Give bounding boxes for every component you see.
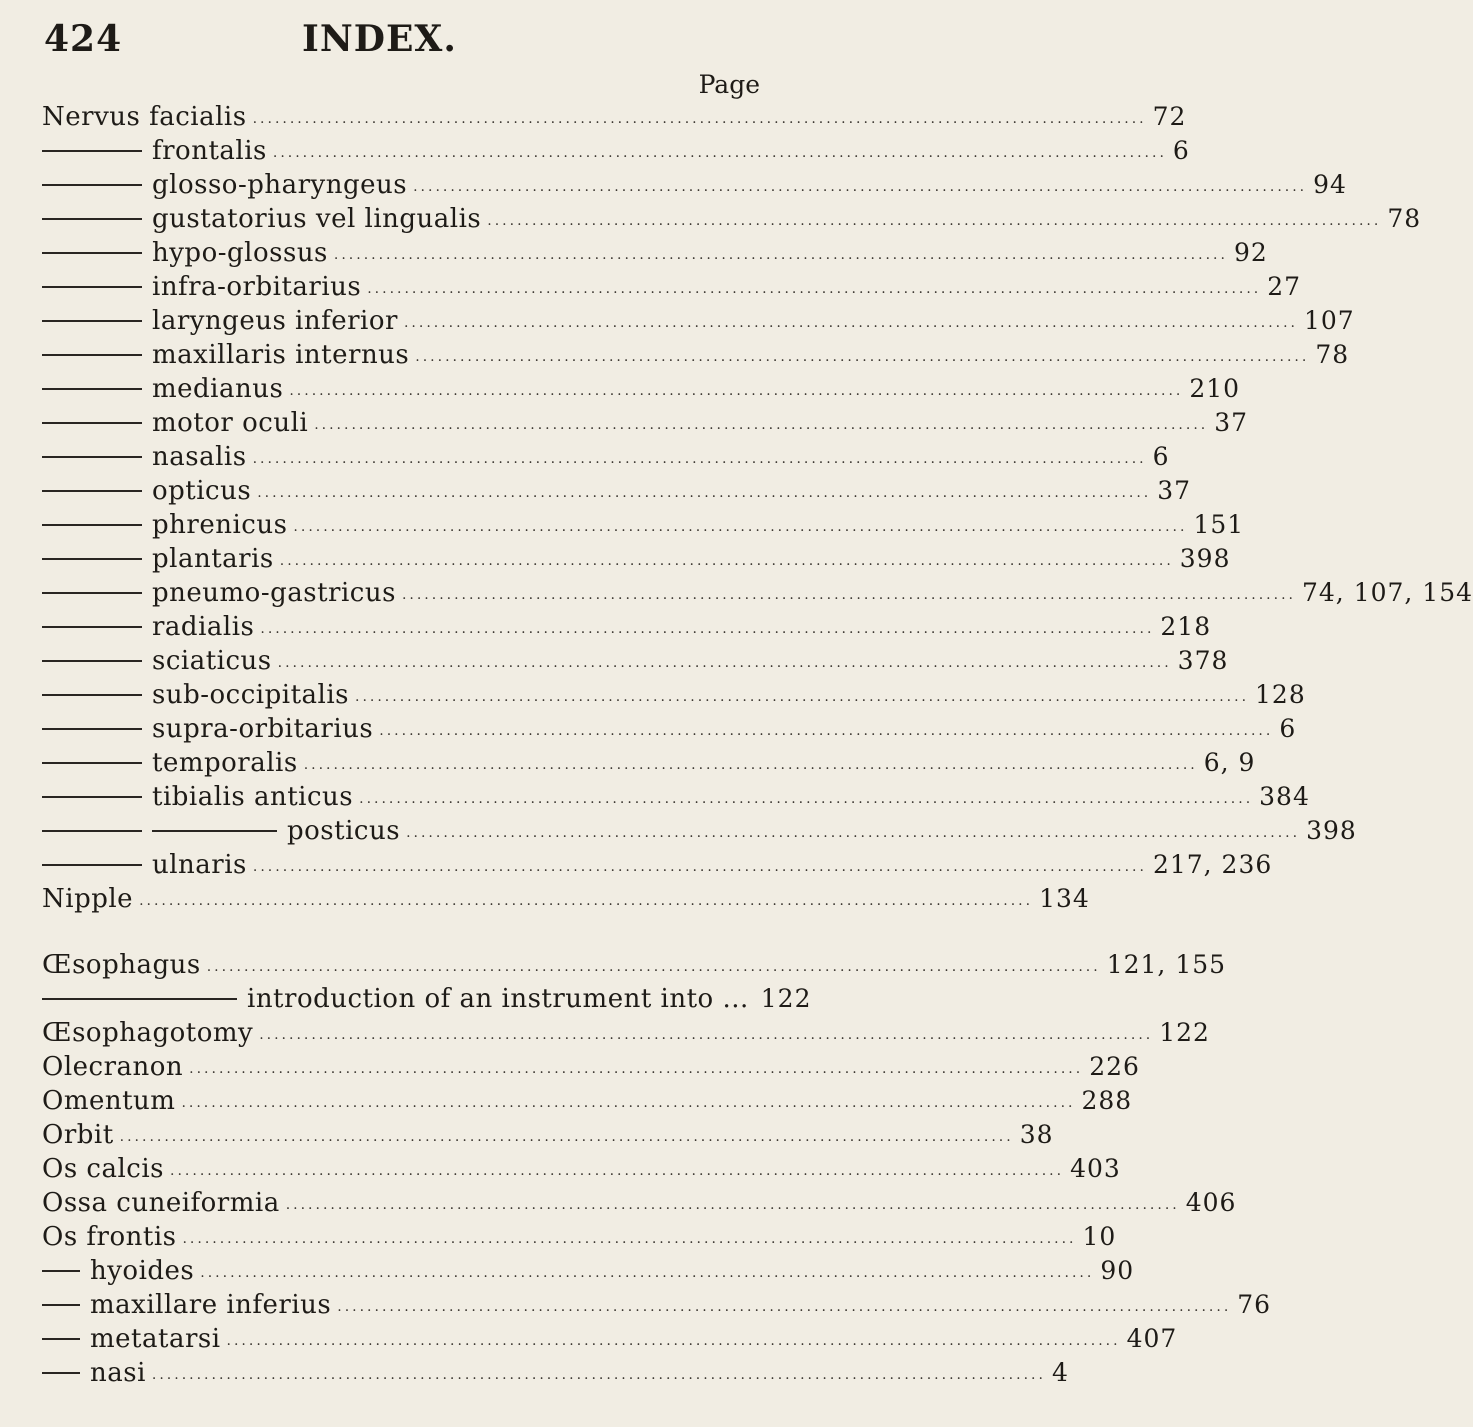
ditto-dash	[42, 796, 142, 798]
entry-term: radialis	[152, 612, 255, 642]
dot-leader: ........................................................................................................................	[379, 723, 1274, 739]
page-title: INDEX.	[302, 18, 457, 60]
ditto-dash	[42, 694, 142, 696]
entry-pages: 6, 9	[1203, 748, 1256, 777]
ditto-dash	[42, 762, 142, 764]
dot-leader: ........................................................................................................................	[333, 247, 1228, 263]
index-entry	[42, 644, 1229, 678]
index-entry	[42, 236, 1268, 270]
index-entry	[42, 982, 812, 1016]
dot-leader: ........................................................................................................................	[289, 383, 1184, 399]
index-entry	[42, 474, 1192, 508]
index-entry	[42, 440, 1170, 474]
dot-leader: ........................................................................................................................	[401, 587, 1296, 603]
index-entry	[42, 270, 1302, 304]
dot-leader: ........................................................................................................................	[359, 791, 1254, 807]
entry-term: Os calcis	[42, 1154, 165, 1184]
entry-term: introduction of an instrument into ...	[247, 984, 749, 1014]
dot-leader: ........................................................................................................................	[260, 621, 1155, 637]
index-entry	[42, 848, 1273, 882]
index-entry	[42, 1322, 1178, 1356]
entry-term: maxillaris internus	[152, 340, 410, 370]
entry-term: plantaris	[152, 544, 274, 574]
entry-pages: 107	[1304, 306, 1355, 335]
entry-term: supra-orbitarius	[152, 714, 374, 744]
index-entry	[42, 610, 1212, 644]
entry-term: hyoides	[90, 1256, 195, 1286]
entry-pages: 384	[1259, 782, 1310, 811]
entry-pages: 226	[1089, 1052, 1140, 1081]
index-entry	[42, 1050, 1140, 1084]
entry-pages: 72	[1152, 102, 1187, 131]
entry-pages: 94	[1313, 170, 1347, 199]
entry-term: Orbit	[42, 1120, 114, 1150]
ditto-dash	[42, 1372, 80, 1374]
index-entry	[42, 882, 1090, 916]
entry-pages: 92	[1233, 238, 1268, 267]
index-entry	[42, 304, 1355, 338]
index-entry	[42, 1356, 1069, 1390]
index-entry	[42, 1016, 1210, 1050]
dot-leader: ........................................................................................................................	[151, 1367, 1046, 1383]
entry-term: phrenicus	[152, 510, 288, 540]
dot-leader: ........................................................................................................................	[119, 1129, 1014, 1145]
entry-term: gustatorius vel lingualis	[152, 204, 482, 234]
dot-leader: ........................................................................................................................	[189, 1061, 1084, 1077]
entry-pages: 27	[1267, 272, 1302, 301]
ditto-dash	[42, 150, 142, 152]
dot-leader: ........................................................................................................................	[314, 417, 1209, 433]
entry-term: infra-orbitarius	[152, 272, 362, 302]
index-entry	[42, 746, 1256, 780]
entry-pages: 4	[1051, 1358, 1069, 1387]
index-entry	[42, 1288, 1272, 1322]
page-header	[44, 18, 760, 74]
index-entry	[42, 338, 1350, 372]
dot-leader: ........................................................................................................................	[293, 519, 1188, 535]
dot-leader: ........................................................................................................................	[252, 111, 1147, 127]
index-entry	[42, 202, 1422, 236]
ditto-dash	[42, 490, 142, 492]
ditto-dash	[152, 830, 277, 832]
index-entry	[42, 948, 1227, 982]
ditto-dash	[42, 864, 142, 866]
entry-term: Ossa cuneiformia	[42, 1188, 280, 1218]
entry-term: motor oculi	[152, 408, 309, 438]
page-column-label: Page	[698, 70, 760, 99]
dot-leader: ........................................................................................................................	[259, 1027, 1154, 1043]
entry-pages: 10	[1082, 1222, 1117, 1251]
entry-pages: 288	[1081, 1086, 1133, 1115]
entry-term: metatarsi	[90, 1324, 221, 1354]
index-entry	[42, 542, 1231, 576]
dot-leader: ........................................................................................................................	[170, 1163, 1065, 1179]
entry-pages: 407	[1126, 1324, 1178, 1353]
ditto-dash	[42, 456, 142, 458]
entry-term: medianus	[152, 374, 284, 404]
entry-pages: 122	[1159, 1018, 1210, 1047]
entry-pages: 122	[760, 984, 812, 1013]
dot-leader: ........................................................................................................................	[226, 1333, 1121, 1349]
index-entry	[42, 712, 1297, 746]
ditto-dash	[42, 728, 142, 730]
entry-pages: 210	[1189, 374, 1241, 403]
entry-pages: 78	[1315, 340, 1350, 369]
ditto-dash	[42, 218, 142, 220]
entry-term: Nervus facialis	[42, 102, 247, 132]
dot-leader: ........................................................................................................................	[139, 893, 1034, 909]
entry-term: ulnaris	[152, 850, 247, 880]
ditto-dash	[42, 354, 142, 356]
dot-leader: ........................................................................................................................	[181, 1095, 1076, 1111]
dot-leader: ........................................................................................................................	[257, 485, 1152, 501]
dot-leader: ........................................................................................................................	[406, 825, 1301, 841]
index-entry	[42, 576, 1473, 610]
entry-term: glosso-pharyngeus	[152, 170, 408, 200]
entry-pages: 78	[1387, 204, 1422, 233]
index-entry	[42, 678, 1306, 712]
entry-pages: 6	[1152, 442, 1170, 471]
index-entry	[42, 100, 1187, 134]
index-entry	[42, 1186, 1237, 1220]
entry-pages: 6	[1172, 136, 1190, 165]
dot-leader: ........................................................................................................................	[403, 315, 1298, 331]
entry-term: nasi	[90, 1358, 146, 1388]
entry-pages: 217, 236	[1152, 850, 1273, 879]
entry-term: Nipple	[42, 884, 134, 914]
entry-pages: 406	[1185, 1188, 1237, 1217]
entry-pages: 90	[1100, 1256, 1135, 1285]
entry-term: Os frontis	[42, 1222, 177, 1252]
page-number: 424	[44, 18, 123, 60]
entry-pages: 218	[1160, 612, 1212, 641]
dot-leader: ........................................................................................................................	[206, 959, 1101, 975]
ditto-dash	[42, 626, 142, 628]
dot-leader: ........................................................................................................................	[303, 757, 1198, 773]
dot-leader: ........................................................................................................................	[272, 145, 1167, 161]
entry-pages: 37	[1157, 476, 1192, 505]
dot-leader: ........................................................................................................................	[182, 1231, 1077, 1247]
entry-term: temporalis	[152, 748, 298, 778]
ditto-dash	[42, 286, 142, 288]
ditto-dash	[42, 660, 142, 662]
index-entry	[42, 1084, 1133, 1118]
ditto-dash	[42, 1304, 80, 1306]
entry-pages: 398	[1306, 816, 1357, 845]
index-entry	[42, 406, 1249, 440]
index-entries	[42, 100, 1473, 1390]
entry-term: Œsophagus	[42, 950, 201, 980]
entry-pages: 76	[1237, 1290, 1272, 1319]
entry-term: pneumo-gastricus	[152, 578, 396, 608]
index-entry	[42, 508, 1245, 542]
dot-leader: ........................................................................................................................	[415, 349, 1310, 365]
index-entry	[42, 1220, 1117, 1254]
entry-term: laryngeus inferior	[152, 306, 398, 336]
dot-leader: ........................................................................................................................	[277, 655, 1172, 671]
entry-term: sciaticus	[152, 646, 272, 676]
ditto-dash	[42, 524, 142, 526]
ditto-dash	[42, 1270, 80, 1272]
ditto-dash	[42, 998, 237, 1000]
entry-pages: 378	[1177, 646, 1229, 675]
ditto-dash	[42, 830, 142, 832]
dot-leader: ........................................................................................................................	[252, 859, 1147, 875]
entry-pages: 74, 107, 154	[1301, 578, 1473, 607]
index-entry	[42, 814, 1357, 848]
index-entry	[42, 780, 1310, 814]
dot-leader: ........................................................................................................................	[279, 553, 1174, 569]
entry-pages: 37	[1214, 408, 1249, 437]
index-entry	[42, 1152, 1121, 1186]
entry-pages: 134	[1039, 884, 1090, 913]
ditto-dash	[42, 592, 142, 594]
ditto-dash	[42, 252, 142, 254]
entry-term: Omentum	[42, 1086, 176, 1116]
entry-pages: 38	[1019, 1120, 1054, 1149]
ditto-dash	[42, 184, 142, 186]
index-entry	[42, 1118, 1054, 1152]
ditto-dash	[42, 1338, 80, 1340]
dot-leader: ........................................................................................................................	[487, 213, 1382, 229]
entry-term: tibialis anticus	[152, 782, 354, 812]
entry-term: sub-occipitalis	[152, 680, 349, 710]
index-entry	[42, 372, 1241, 406]
index-entry	[42, 168, 1347, 202]
entry-pages: 151	[1193, 510, 1245, 539]
dot-leader: ........................................................................................................................	[200, 1265, 1095, 1281]
entry-term: hypo-glossus	[152, 238, 328, 268]
dot-leader: ........................................................................................................................	[252, 451, 1147, 467]
ditto-dash	[42, 320, 142, 322]
entry-term: maxillare inferius	[90, 1290, 332, 1320]
entry-term: frontalis	[152, 136, 267, 166]
entry-pages: 398	[1179, 544, 1231, 573]
ditto-dash	[42, 558, 142, 560]
dot-leader: ........................................................................................................................	[337, 1299, 1232, 1315]
dot-leader: ........................................................................................................................	[355, 689, 1250, 705]
entry-pages: 121, 155	[1106, 950, 1227, 979]
entry-pages: 403	[1070, 1154, 1121, 1183]
entry-term: Olecranon	[42, 1052, 184, 1082]
entry-term: opticus	[152, 476, 252, 506]
entry-term: posticus	[287, 816, 401, 846]
dot-leader: ........................................................................................................................	[413, 179, 1308, 195]
ditto-dash	[42, 422, 142, 424]
entry-term: nasalis	[152, 442, 247, 472]
index-entry	[42, 134, 1190, 168]
dot-leader: ........................................................................................................................	[285, 1197, 1180, 1213]
index-entry	[42, 1254, 1135, 1288]
entry-pages: 6	[1279, 714, 1297, 743]
entry-pages: 128	[1255, 680, 1306, 709]
ditto-dash	[42, 388, 142, 390]
entry-term: Œsophagotomy	[42, 1018, 254, 1048]
dot-leader: ........................................................................................................................	[367, 281, 1262, 297]
